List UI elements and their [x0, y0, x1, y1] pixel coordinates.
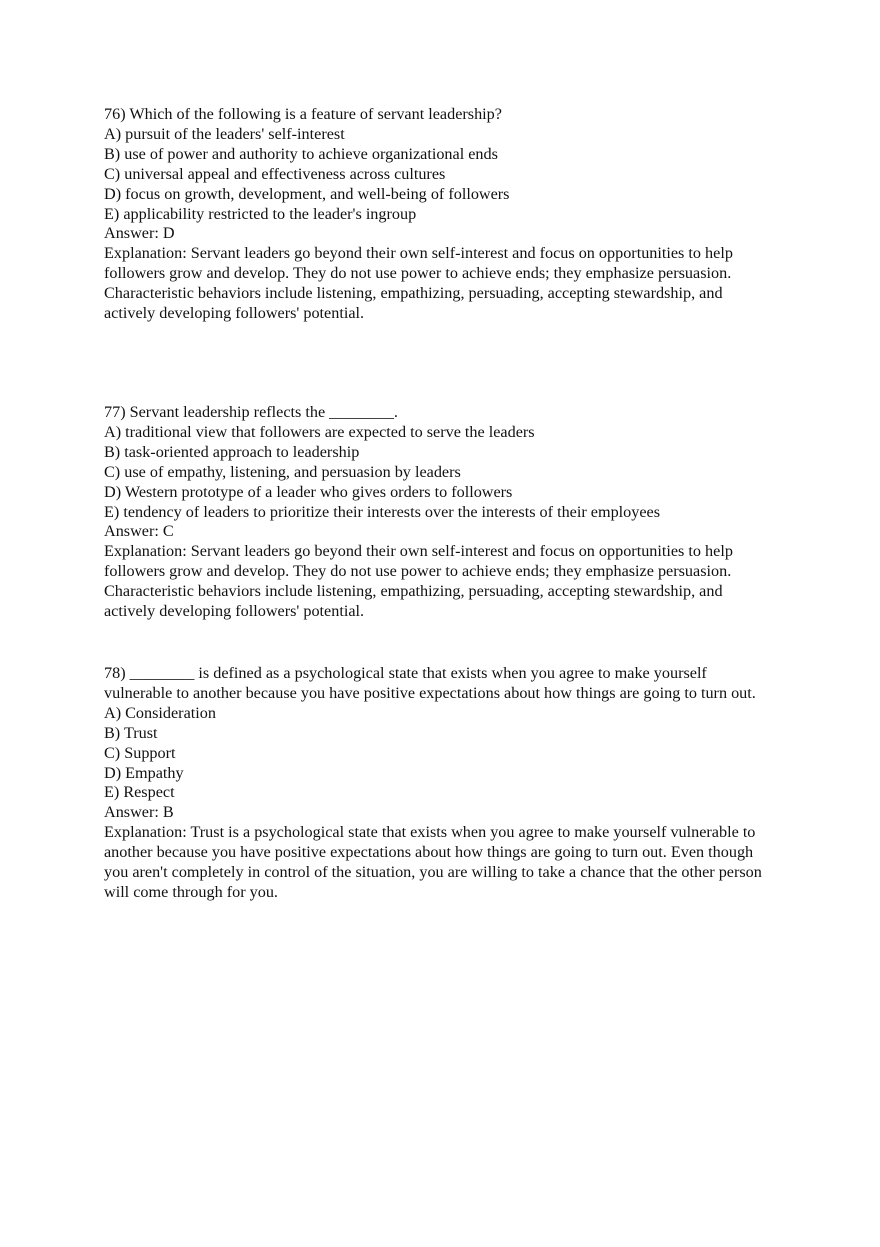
answer: Answer: D — [104, 224, 175, 243]
option-a: A) traditional view that followers are expected to serve the leaders — [104, 422, 535, 441]
question-76 — [104, 105, 776, 324]
question-77 — [104, 403, 776, 622]
question-78 — [104, 664, 776, 903]
option-b: B) Trust — [104, 723, 158, 742]
option-d: D) focus on growth, development, and well-being of followers — [104, 184, 510, 203]
option-e: E) Respect — [104, 783, 175, 802]
answer: Answer: B — [104, 803, 174, 822]
option-d: D) Empathy — [104, 763, 184, 782]
explanation: Explanation: Servant leaders go beyond their own self-interest and focus on opportunities to help followers grow and develop. They do not use power to achieve ends; they emphasize persuasion. Characteristic behaviors include listening, empathizing, persuading, accepting stewardship, and actively developing followers' potential. — [104, 244, 733, 323]
option-b: B) use of power and authority to achieve organizational ends — [104, 144, 498, 163]
question-stem: 77) Servant leadership reflects the ________. — [104, 403, 398, 421]
answer: Answer: C — [104, 522, 174, 541]
option-b: B) task-oriented approach to leadership — [104, 442, 360, 461]
option-a: A) Consideration — [104, 703, 216, 722]
option-e: E) tendency of leaders to prioritize their interests over the interests of their employees — [104, 502, 661, 521]
option-c: C) universal appeal and effectiveness across cultures — [104, 164, 446, 183]
explanation: Explanation: Servant leaders go beyond their own self-interest and focus on opportunities to help followers grow and develop. They do not use power to achieve ends; they emphasize persuasion. Characteristic behaviors include listening, empathizing, persuading, accepting stewardship, and actively developing followers' potential. — [104, 542, 733, 621]
option-c: C) use of empathy, listening, and persuasion by leaders — [104, 462, 461, 481]
question-stem: 78) ________ is defined as a psychological state that exists when you agree to make yourself vulnerable to another because you have positive expectations about how things are going to turn out. — [104, 664, 756, 702]
option-c: C) Support — [104, 743, 176, 762]
option-e: E) applicability restricted to the leader's ingroup — [104, 204, 417, 223]
option-d: D) Western prototype of a leader who gives orders to followers — [104, 482, 513, 501]
explanation: Explanation: Trust is a psychological state that exists when you agree to make yourself vulnerable to another because you have positive expectations about how things are going to turn out. Even though you aren't completely in control of the situation, you are willing to take a chance that the other person will come through for you. — [104, 823, 762, 901]
option-a: A) pursuit of the leaders' self-interest — [104, 124, 345, 143]
question-stem: 76) Which of the following is a feature of servant leadership? — [104, 105, 502, 123]
